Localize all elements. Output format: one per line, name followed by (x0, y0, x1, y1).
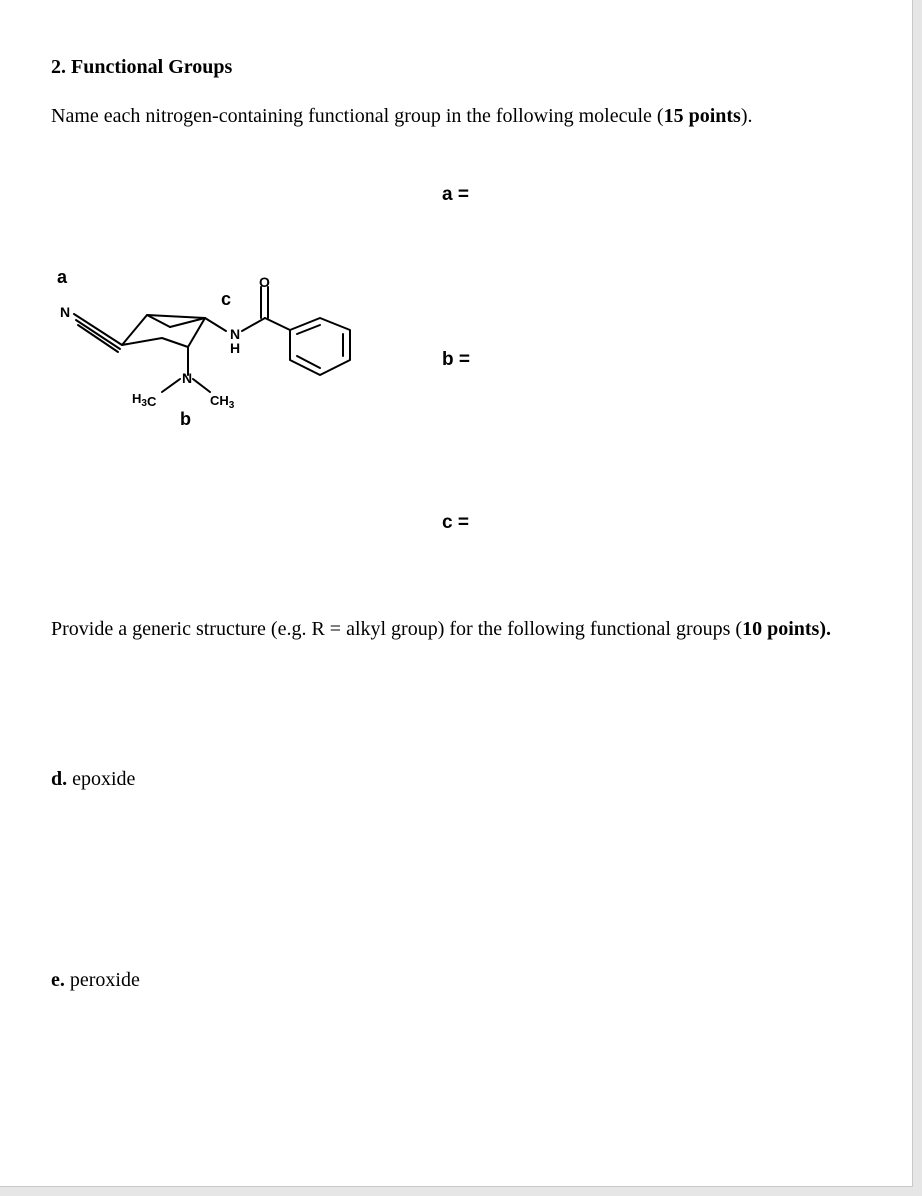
points-value: 10 points). (742, 618, 831, 640)
answer-a-label: a = (442, 184, 469, 205)
amine-n-atom: N (182, 370, 193, 386)
nitrile-n-atom: N (60, 304, 71, 320)
item-text: peroxide (64, 969, 140, 991)
instruction-text: Name each nitrogen-containing functional group in the following molecule ( (51, 105, 664, 127)
label-a: a (57, 267, 68, 287)
instruction-generic-structure (51, 616, 831, 642)
benzene-ring (290, 318, 350, 375)
amide-n-atom: N (230, 326, 241, 342)
amide-to-carbonyl-bond (242, 318, 265, 331)
item-epoxide (51, 768, 135, 791)
amine-methyl-bond-right (193, 379, 210, 392)
cyclohexane-ring-front (122, 315, 205, 347)
methyl-left: $H_3C$ (132, 391, 157, 409)
answer-b-label: b = (442, 349, 470, 370)
item-peroxide (51, 969, 140, 992)
item-letter: d. (51, 768, 68, 790)
ring-to-amide-bond (205, 318, 226, 331)
item-text: epoxide (67, 768, 136, 790)
carbonyl-o-atom: O (259, 274, 270, 290)
label-b: b (180, 409, 191, 429)
section-title: 2. Functional Groups (51, 56, 233, 78)
nitrile-bond-2 (76, 320, 120, 349)
instruction-name-groups (51, 105, 753, 128)
amide-h-atom: H (230, 340, 241, 356)
instruction-suffix: ). (740, 105, 753, 127)
points-value: 15 points (663, 105, 741, 127)
answer-c-label: c = (442, 512, 469, 533)
carbonyl-to-phenyl-bond (265, 318, 290, 330)
label-c: c (221, 289, 232, 309)
nitrile-bond-1 (74, 314, 122, 345)
instruction-text: Provide a generic structure (e.g. R = alkyl group) for the following functional groups ( (51, 618, 743, 640)
methyl-right: $CH_3$ (210, 393, 235, 411)
item-letter: e. (51, 969, 65, 991)
amine-methyl-bond-left (162, 379, 180, 392)
molecule-structure (40, 255, 380, 435)
